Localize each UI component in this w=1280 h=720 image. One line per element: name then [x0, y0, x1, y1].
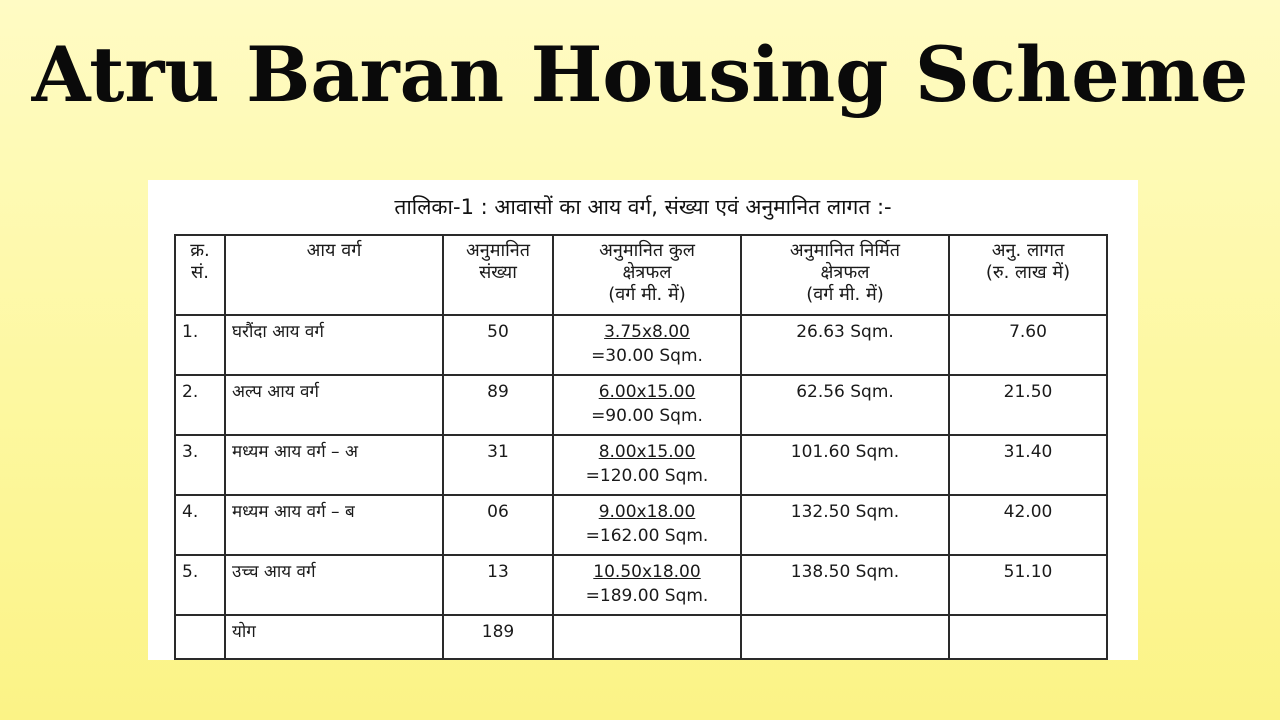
table-header-row: [175, 235, 1107, 315]
cell-empty: [949, 615, 1107, 659]
cell-count: 89: [443, 375, 553, 435]
plot-area: =120.00 Sqm.: [585, 466, 709, 486]
cell-cost: 31.40: [949, 435, 1107, 495]
cell-total-area: [553, 555, 741, 615]
cell-built-area: 101.60 Sqm.: [741, 435, 949, 495]
cell-category: मध्यम आय वर्ग – ब: [225, 495, 443, 555]
header-line: आय वर्ग: [306, 240, 362, 261]
cell-category: अल्प आय वर्ग: [225, 375, 443, 435]
header-line: क्षेत्रफल: [820, 262, 870, 283]
header-line: अनुमानित निर्मित: [789, 240, 901, 261]
cell-empty: [741, 615, 949, 659]
page-title: Atru Baran Housing Scheme: [31, 30, 1249, 119]
cell-cost: 42.00: [949, 495, 1107, 555]
header-line: अनुमानित: [465, 240, 531, 261]
cell-serial: 1.: [175, 315, 225, 375]
table-total-row: [175, 615, 1107, 659]
plot-dimensions: 3.75x8.00: [604, 322, 690, 342]
cell-category: घरौंदा आय वर्ग: [225, 315, 443, 375]
table-row: [175, 555, 1107, 615]
cell-total-count: 189: [443, 615, 553, 659]
table-row: [175, 375, 1107, 435]
plot-dimensions: 9.00x18.00: [598, 502, 696, 522]
column-header-total-area: [553, 235, 741, 315]
cell-total-area: [553, 435, 741, 495]
plot-area: =162.00 Sqm.: [585, 526, 709, 546]
cell-cost: 7.60: [949, 315, 1107, 375]
cell-total-label: योग: [225, 615, 443, 659]
document-image: [148, 180, 1138, 660]
table-row: [175, 495, 1107, 555]
table-caption: तालिका-1 : आवासों का आय वर्ग, संख्या एवं अनुमानित लागत :-: [394, 195, 892, 219]
cell-built-area: 62.56 Sqm.: [741, 375, 949, 435]
cell-serial-empty: [175, 615, 225, 659]
plot-area: =30.00 Sqm.: [591, 346, 703, 366]
column-header-category: [225, 235, 443, 315]
cell-serial: 5.: [175, 555, 225, 615]
cell-count: 31: [443, 435, 553, 495]
header-line: क्षेत्रफल: [622, 262, 672, 283]
cell-built-area: 132.50 Sqm.: [741, 495, 949, 555]
cell-count: 06: [443, 495, 553, 555]
plot-dimensions: 8.00x15.00: [598, 442, 696, 462]
header-line: (रु. लाख में): [985, 262, 1071, 283]
column-header-cost: [949, 235, 1107, 315]
cell-cost: 21.50: [949, 375, 1107, 435]
header-line: क्र.: [190, 240, 210, 261]
plot-area: =90.00 Sqm.: [591, 406, 703, 426]
cell-serial: 2.: [175, 375, 225, 435]
header-line: संख्या: [479, 262, 517, 283]
cell-count: 50: [443, 315, 553, 375]
header-line: (वर्ग मी. में): [608, 284, 686, 305]
table-row: [175, 435, 1107, 495]
header-line: सं.: [191, 262, 209, 283]
plot-area: =189.00 Sqm.: [585, 586, 709, 606]
cell-category: मध्यम आय वर्ग – अ: [225, 435, 443, 495]
cell-total-area: [553, 315, 741, 375]
header-line: अनुमानित कुल: [599, 240, 695, 261]
cell-category: उच्च आय वर्ग: [225, 555, 443, 615]
header-line: अनु. लागत: [991, 240, 1065, 261]
housing-table: [174, 234, 1108, 660]
cell-total-area: [553, 495, 741, 555]
cell-cost: 51.10: [949, 555, 1107, 615]
cell-count: 13: [443, 555, 553, 615]
cell-serial: 4.: [175, 495, 225, 555]
cell-built-area: 138.50 Sqm.: [741, 555, 949, 615]
column-header-count: [443, 235, 553, 315]
column-header-serial: [175, 235, 225, 315]
cell-built-area: 26.63 Sqm.: [741, 315, 949, 375]
cell-serial: 3.: [175, 435, 225, 495]
cell-empty: [553, 615, 741, 659]
column-header-built-area: [741, 235, 949, 315]
plot-dimensions: 10.50x18.00: [593, 562, 701, 582]
header-line: (वर्ग मी. में): [806, 284, 884, 305]
table-row: [175, 315, 1107, 375]
cell-total-area: [553, 375, 741, 435]
plot-dimensions: 6.00x15.00: [598, 382, 696, 402]
